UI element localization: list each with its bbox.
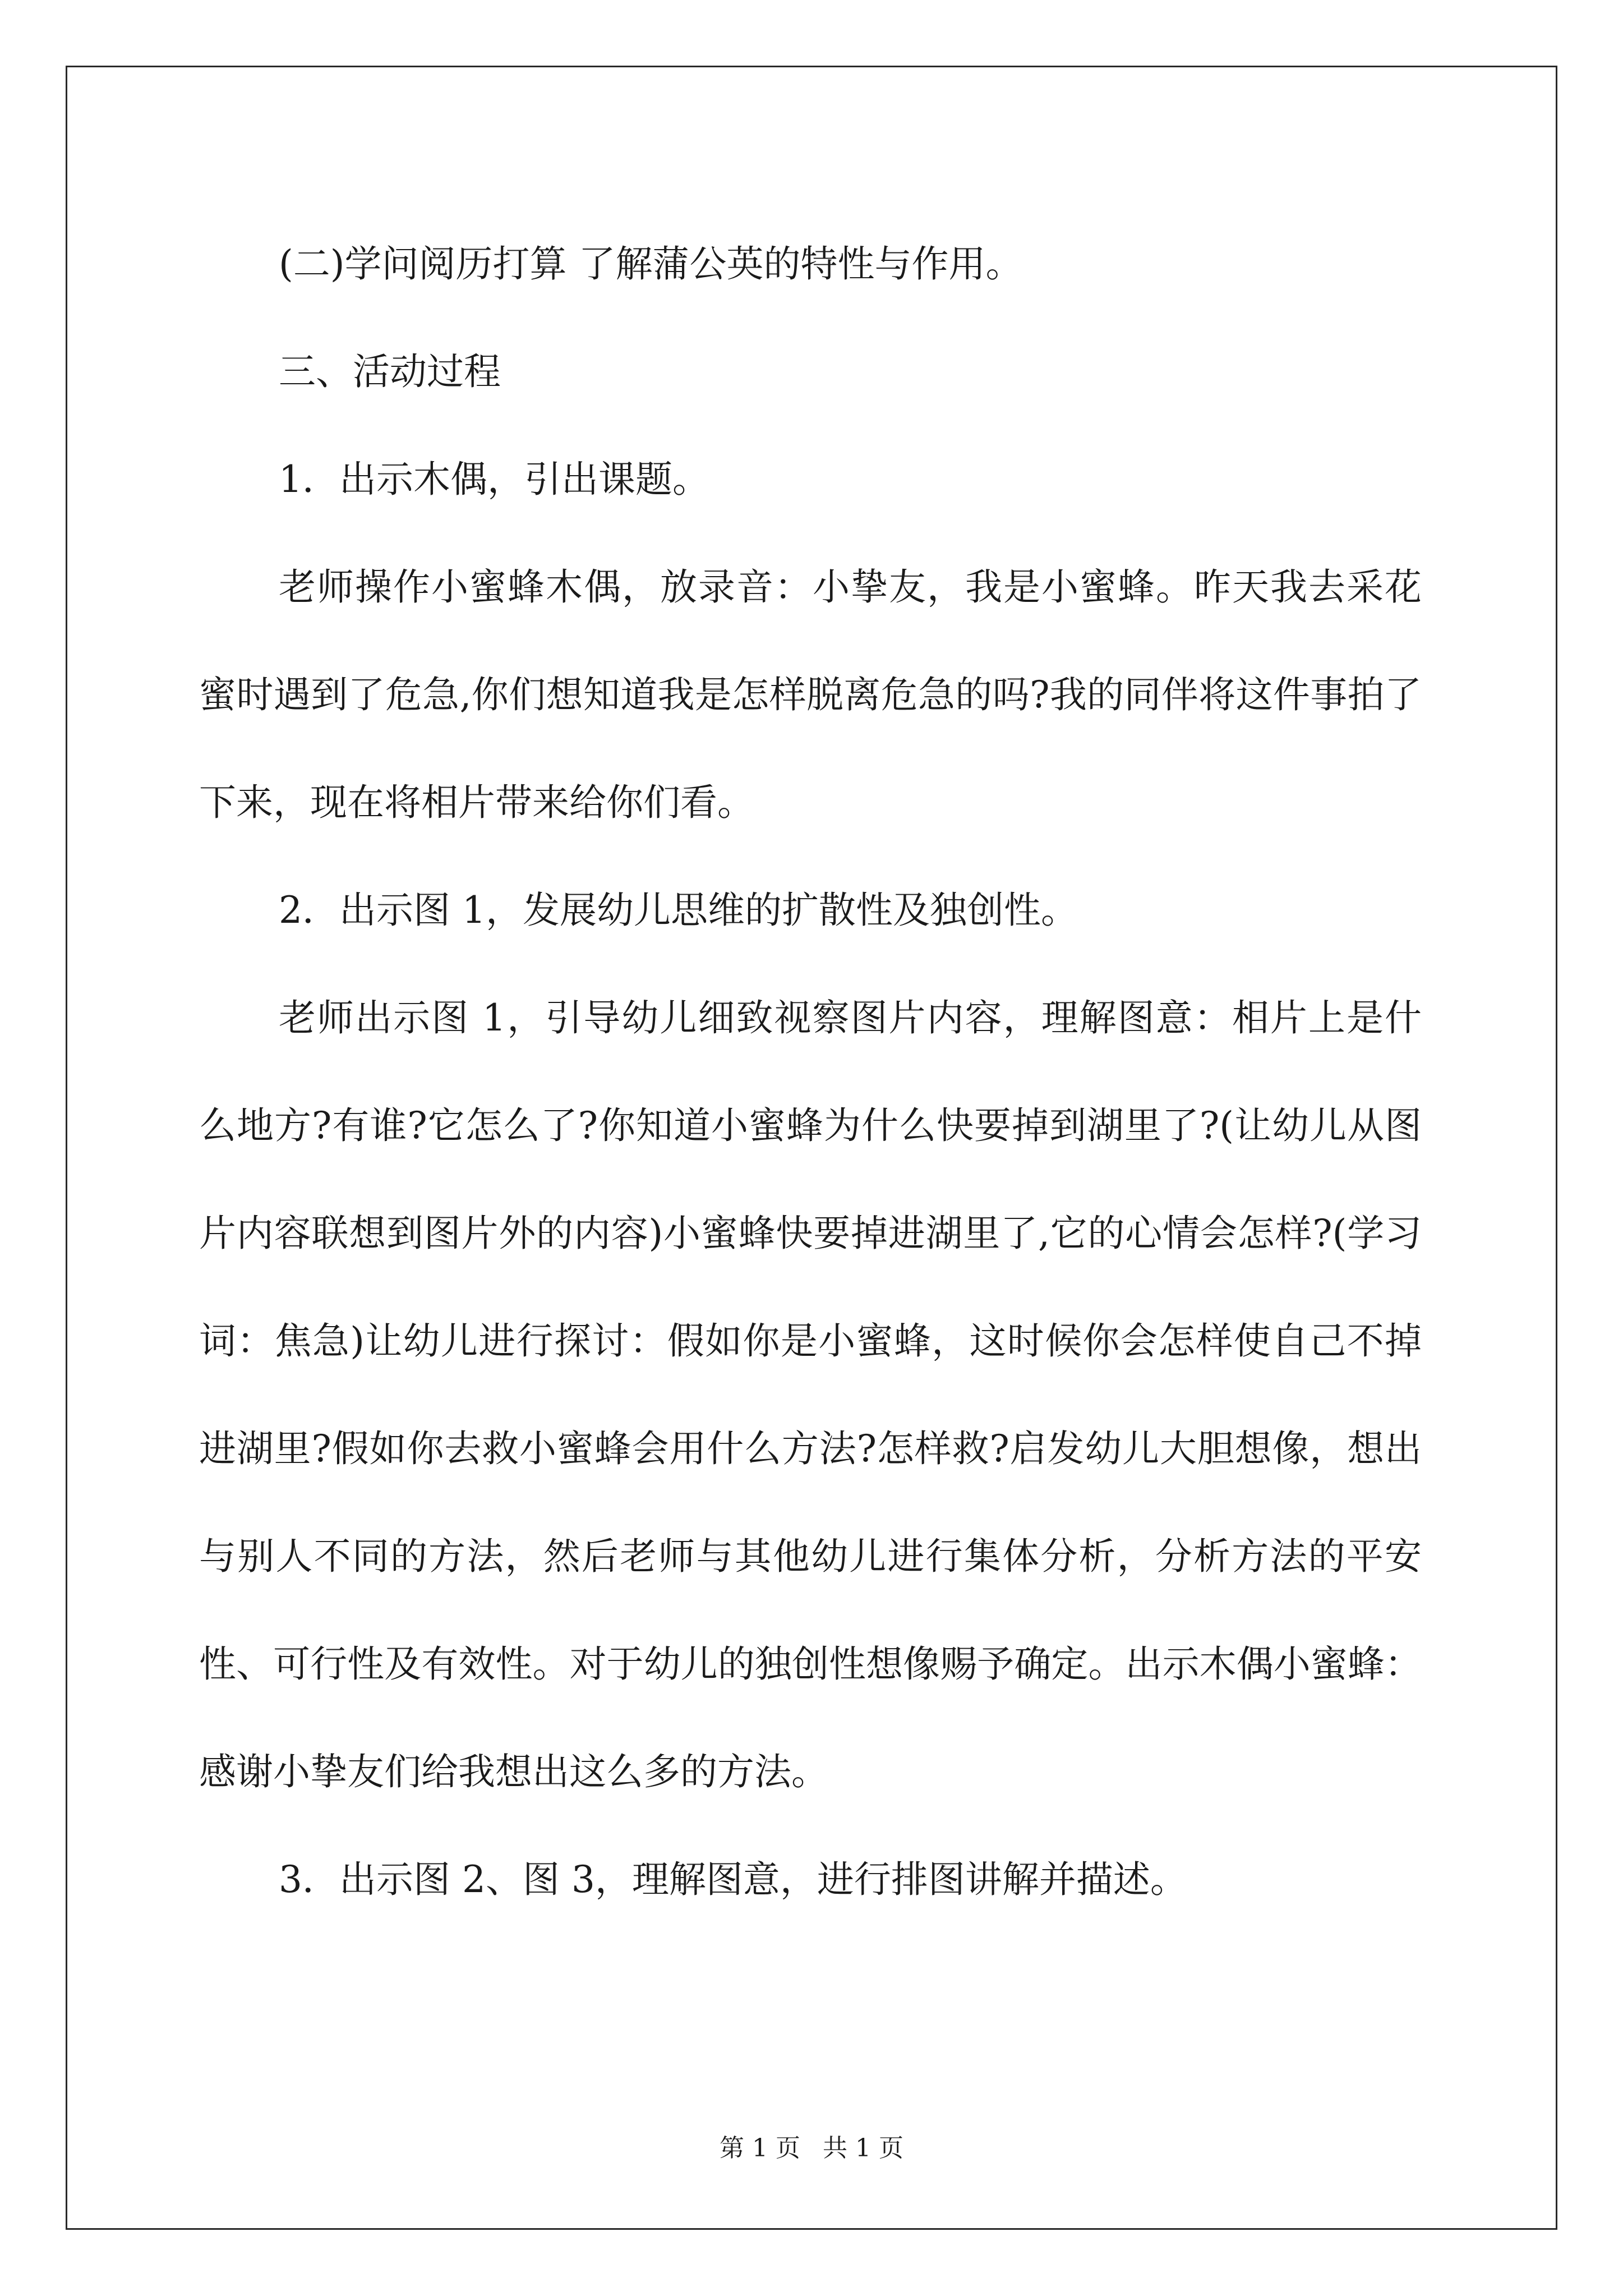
- page-footer: [0, 2132, 1623, 2165]
- paragraph: 老师操作小蜜蜂木偶，放录音：小挚友，我是小蜜蜂。昨天我去采花蜜时遇到了危急,你们想知道我是怎样脱离危急的吗?我的同伴将这件事拍了下来，现在将相片带来给你们看。: [199, 565, 1422, 824]
- document-body: [199, 210, 1422, 1934]
- paragraph: 老师出示图 1，引导幼儿细致视察图片内容，理解图意：相片上是什么地方?有谁?它怎么了?你知道小蜜蜂为什么快要掉到湖里了?(让幼儿从图片内容联想到图片外的内容)小蜜蜂快要掉进湖里了,它的心情会怎样?(学习词：焦急)让幼儿进行探讨：假如你是小蜜蜂，这时候你会怎样使自己不掉进湖里?假如你去救小蜜蜂会用什么方法?怎样救?启发幼儿大胆想像，想出与别人不同的方法，然后老师与其他幼儿进行集体分析，分析方法的平安性、可行性及有效性。对于幼儿的独创性想像赐予确定。出示木偶小蜜蜂：感谢小挚友们给我想出这么多的方法。: [199, 996, 1422, 1793]
- step-heading: 3．出示图 2、图 3，理解图意，进行排图讲解并描述。: [279, 1858, 1187, 1901]
- paragraph: (二)学问阅历打算 了解蒲公英的特性与作用。: [279, 242, 1023, 286]
- section-heading: 三、活动过程: [279, 350, 501, 393]
- step-heading: 1．出示木偶，引出课题。: [279, 458, 709, 501]
- page-number: 第 1 页: [720, 2134, 800, 2162]
- page-total: 共 1 页: [823, 2134, 903, 2162]
- step-heading: 2．出示图 1，发展幼儿思维的扩散性及独创性。: [279, 889, 1078, 932]
